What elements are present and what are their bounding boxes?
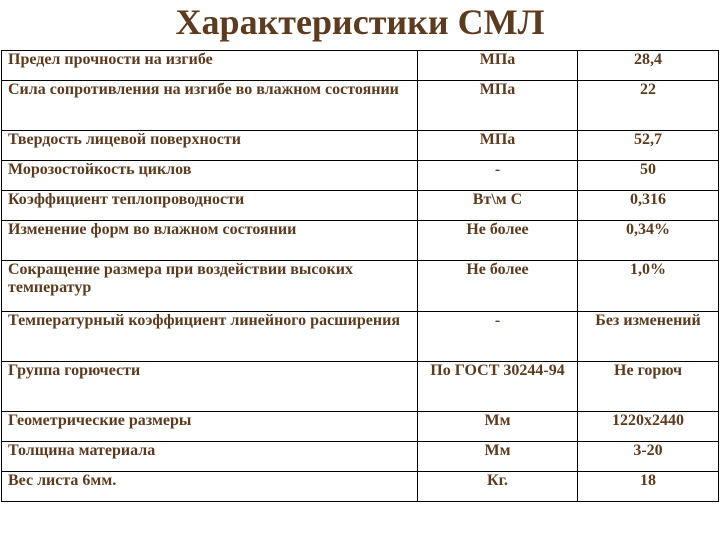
value-cell: 52,7 xyxy=(578,131,719,161)
table-row xyxy=(2,412,719,442)
value-cell: 0,34% xyxy=(578,221,719,261)
unit-cell: Не более xyxy=(418,221,578,261)
unit-cell: Вт\м С xyxy=(418,191,578,221)
value-cell: Без изменений xyxy=(578,312,719,362)
param-cell: Сила сопротивления на изгибе во влажном состоянии xyxy=(2,81,418,131)
value-cell: 1,0% xyxy=(578,261,719,312)
table-row xyxy=(2,191,719,221)
unit-cell: Кг. xyxy=(418,472,578,502)
unit-cell: - xyxy=(418,312,578,362)
unit-cell: МПа xyxy=(418,131,578,161)
unit-cell: МПа xyxy=(418,51,578,81)
table-row xyxy=(2,312,719,362)
unit-cell: МПа xyxy=(418,81,578,131)
unit-cell: - xyxy=(418,161,578,191)
value-cell: 28,4 xyxy=(578,51,719,81)
value-cell: 1220х2440 xyxy=(578,412,719,442)
unit-cell: По ГОСТ 30244-94 xyxy=(418,362,578,412)
table-row xyxy=(2,362,719,412)
value-cell: 3-20 xyxy=(578,442,719,472)
param-cell: Коэффициент теплопроводности xyxy=(2,191,418,221)
param-cell: Предел прочности на изгибе xyxy=(2,51,418,81)
table-row xyxy=(2,221,719,261)
unit-cell: Мм xyxy=(418,412,578,442)
value-cell: 50 xyxy=(578,161,719,191)
table-row xyxy=(2,131,719,161)
param-cell: Вес листа 6мм. xyxy=(2,472,418,502)
param-cell: Твердость лицевой поверхности xyxy=(2,131,418,161)
param-cell: Толщина материала xyxy=(2,442,418,472)
param-cell: Морозостойкость циклов xyxy=(2,161,418,191)
specs-table xyxy=(1,50,719,502)
param-cell: Температурный коэффициент линейного расширения xyxy=(2,312,418,362)
param-cell: Сокращение размера при воздействии высоких температур xyxy=(2,261,418,312)
unit-cell: Не более xyxy=(418,261,578,312)
param-cell: Геометрические размеры xyxy=(2,412,418,442)
unit-cell: Мм xyxy=(418,442,578,472)
param-cell: Изменение форм во влажном состоянии xyxy=(2,221,418,261)
table-row xyxy=(2,442,719,472)
table-row xyxy=(2,51,719,81)
value-cell: Не горюч xyxy=(578,362,719,412)
param-cell: Группа горючести xyxy=(2,362,418,412)
table-row xyxy=(2,81,719,131)
table-row xyxy=(2,261,719,312)
table-row xyxy=(2,472,719,502)
value-cell: 22 xyxy=(578,81,719,131)
page-title: Характеристики СМЛ xyxy=(175,2,545,42)
value-cell: 0,316 xyxy=(578,191,719,221)
value-cell: 18 xyxy=(578,472,719,502)
table-row xyxy=(2,161,719,191)
